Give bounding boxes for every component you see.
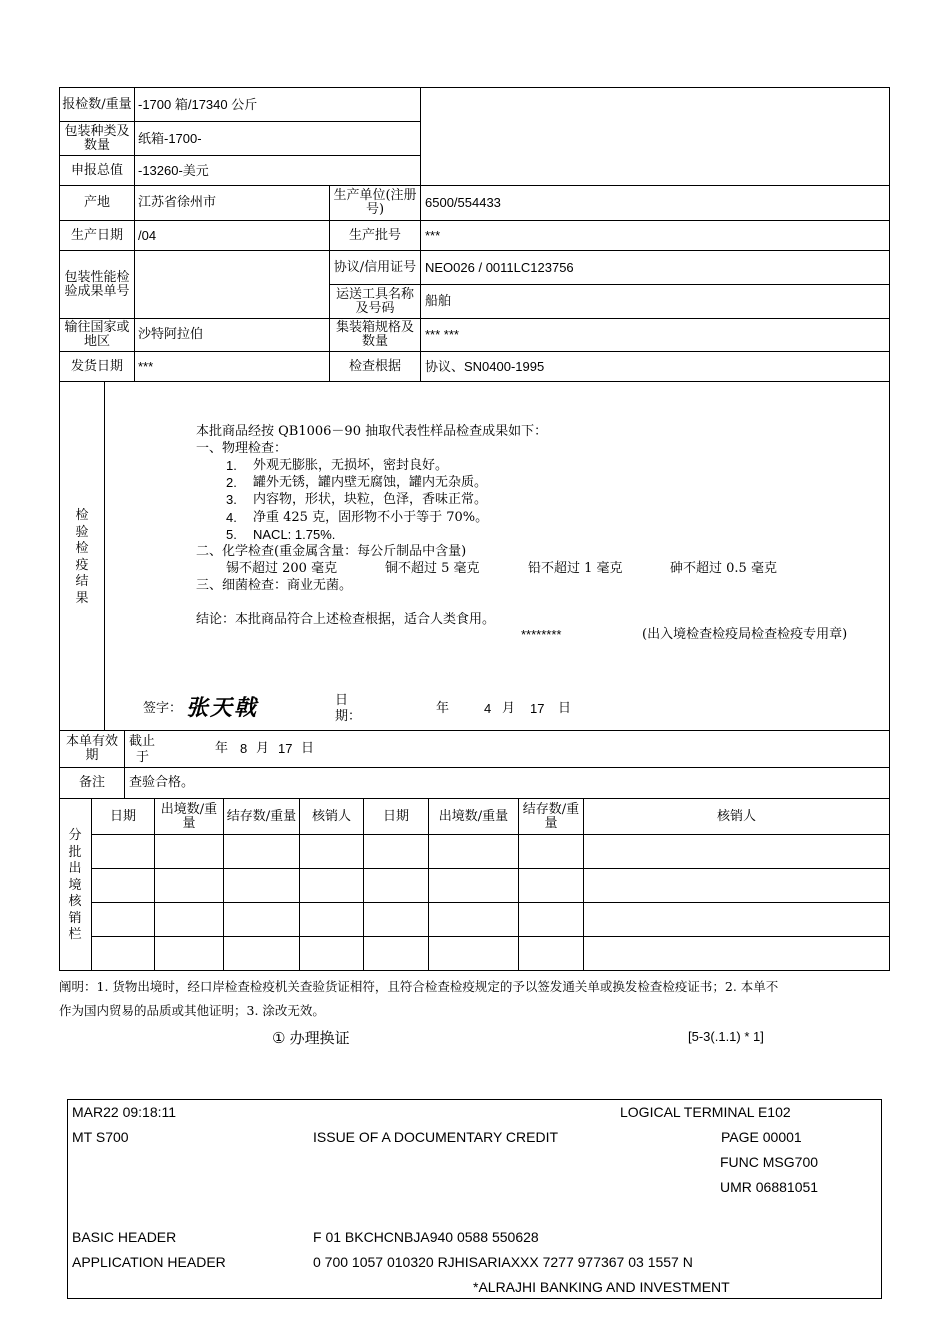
production-date-label: 生产日期 bbox=[70, 227, 123, 243]
date-label-bottom: 期： bbox=[335, 709, 362, 724]
declared-value-label: 申报总值 bbox=[70, 162, 123, 178]
batch-number-label: 生产批号 bbox=[348, 227, 401, 243]
remark-value: 查验合格。 bbox=[129, 775, 195, 790]
sign-label: 签字： bbox=[143, 701, 183, 716]
swift-time: MAR22 09:18:11 bbox=[72, 1104, 177, 1120]
origin-label: 产地 bbox=[83, 195, 110, 210]
producer-label: 生产单位(注册号) bbox=[333, 188, 417, 217]
validity-until-bottom: 于 bbox=[136, 750, 150, 765]
note-line-2: 作为国内贸易的品质或其他证明；3. 涂改无效。 bbox=[59, 1003, 325, 1018]
ship-date-value: *** bbox=[138, 358, 154, 374]
transport-value: 船舶 bbox=[425, 293, 452, 309]
batch-number-value: *** bbox=[425, 227, 441, 243]
conclusion: 结论：本批商品符合上述检查根据，适合人类食用。 bbox=[196, 612, 496, 627]
swift-func: FUNC MSG700 bbox=[720, 1154, 819, 1170]
date-label-top: 日 bbox=[335, 693, 349, 708]
batch-side-label: 分批出境核销栏 bbox=[68, 828, 82, 942]
lc-number-value: NEO026 / 0011LC123756 bbox=[425, 259, 574, 275]
date-year: 年 bbox=[436, 701, 450, 716]
chem-lead: 铅不超过 1 毫克 bbox=[528, 561, 623, 576]
col-verifier-2: 核销人 bbox=[716, 808, 756, 824]
validity-until-top: 截止 bbox=[129, 734, 156, 749]
producer-value: 6500/554433 bbox=[425, 195, 501, 210]
swift-bank: *ALRAJHI BANKING AND INVESTMENT bbox=[473, 1279, 730, 1295]
note-line-1: 阐明：1. 货物出境时，经口岸检查检疫机关查验货证相符，且符合检查检疫规定的予以签发通关单或换发检查检疫证书；2. 本单不 bbox=[59, 979, 779, 994]
ship-date-label: 发货日期 bbox=[70, 358, 123, 374]
item-num: 5. bbox=[226, 527, 237, 542]
lc-number-label: 协议/信用证号 bbox=[333, 259, 417, 275]
quantity-value: -1700 箱/17340 公斤 bbox=[138, 96, 258, 112]
packaging-label: 包装种类及数量 bbox=[64, 123, 130, 153]
destination-label: 输往国家或地区 bbox=[64, 320, 130, 349]
declared-value: -13260-美元 bbox=[138, 162, 209, 178]
date-month-num: 4 bbox=[484, 701, 492, 716]
physical-title: 一、物理检查： bbox=[196, 441, 288, 456]
item-text: 净重 425 克，固形物不小于等于 70%。 bbox=[253, 510, 489, 525]
basis-label: 检查根据 bbox=[348, 358, 401, 374]
item-num: 3. bbox=[226, 492, 237, 507]
reference-code: [5-3(.1.1) * 1] bbox=[688, 1029, 764, 1044]
date-month: 月 bbox=[502, 701, 516, 716]
container-label: 集装箱规格及数量 bbox=[335, 320, 414, 349]
col-outbound-2: 出境数/重量 bbox=[438, 808, 509, 824]
swift-issue: ISSUE OF A DOCUMENTARY CREDIT bbox=[313, 1129, 559, 1145]
item-num: 2. bbox=[226, 475, 237, 490]
bacteria-check: 三、细菌检查：商业无菌。 bbox=[196, 578, 353, 593]
validity-day: 日 bbox=[301, 741, 315, 756]
stamp-stars: ******** bbox=[521, 627, 562, 642]
swift-basic-value: F 01 BKCHCNBJA940 0588 550628 bbox=[313, 1229, 539, 1245]
remark-label: 备注 bbox=[78, 775, 105, 790]
col-date: 日期 bbox=[109, 808, 136, 824]
chemical-title: 二、化学检查(重金属含量：每公斤制品中含量) bbox=[196, 544, 467, 559]
validity-month: 月 bbox=[256, 741, 270, 756]
col-date-2: 日期 bbox=[382, 808, 409, 824]
validity-day-num: 17 bbox=[278, 741, 293, 756]
item-text: NACL: 1.75%. bbox=[253, 527, 336, 542]
validity-month-num: 8 bbox=[240, 741, 248, 756]
item-num: 4. bbox=[226, 510, 237, 525]
result-intro: 本批商品经按 QB1006－90 抽取代表性样品检查成果如下： bbox=[196, 424, 548, 439]
transport-label: 运送工具名称及号码 bbox=[335, 286, 414, 316]
swift-basic-label: BASIC HEADER bbox=[72, 1229, 177, 1245]
container-value: *** *** bbox=[425, 327, 459, 342]
destination-value: 沙特阿拉伯 bbox=[138, 327, 204, 342]
col-balance-2: 结存数/重量 bbox=[522, 801, 580, 831]
col-balance: 结存数/重量 bbox=[226, 808, 297, 824]
validity-year: 年 bbox=[215, 741, 229, 756]
chem-arsenic: 砷不超过 0.5 毫克 bbox=[670, 561, 777, 576]
validity-label: 本单有效期 bbox=[65, 734, 118, 763]
swift-terminal: LOGICAL TERMINAL E102 bbox=[620, 1104, 791, 1120]
packaging-value: 纸箱-1700- bbox=[138, 130, 202, 146]
swift-app-value: 0 700 1057 010320 RJHISARIAXXX 7277 977367 03 1557 N bbox=[313, 1254, 693, 1270]
official-stamp: (出入境检查检疫局检查检疫专用章) bbox=[642, 627, 848, 642]
date-day-num: 17 bbox=[530, 701, 545, 716]
signature: 张天戟 bbox=[186, 695, 259, 721]
col-verifier: 核销人 bbox=[311, 808, 351, 824]
item-text: 外观无膨胀，无损坏，密封良好。 bbox=[253, 458, 449, 473]
item-text: 内容物，形状，块粒，色泽，香味正常。 bbox=[253, 492, 488, 507]
chem-tin: 锡不超过 200 毫克 bbox=[226, 561, 338, 576]
production-date-value: /04 bbox=[138, 227, 157, 243]
swift-app-label: APPLICATION HEADER bbox=[72, 1254, 226, 1270]
col-outbound: 出境数/重量 bbox=[160, 801, 218, 831]
package-test-label: 包装性能检验成果单号 bbox=[64, 269, 130, 299]
item-num: 1. bbox=[226, 458, 237, 473]
origin-value: 江苏省徐州市 bbox=[138, 195, 217, 210]
item-text: 罐外无锈，罐内壁无腐蚀，罐内无杂质。 bbox=[253, 475, 488, 490]
quantity-label: 报检数/重量 bbox=[62, 96, 132, 112]
swift-page: PAGE 00001 bbox=[721, 1129, 802, 1145]
basis-value: 协议、SN0400-1995 bbox=[425, 358, 545, 374]
result-side-label: 检验检疫结果 bbox=[75, 508, 89, 606]
swift-mt: MT S700 bbox=[72, 1129, 129, 1145]
date-day: 日 bbox=[558, 701, 572, 716]
swift-umr: UMR 06881051 bbox=[720, 1179, 819, 1195]
exchange-certificate: ① 办理换证 bbox=[272, 1030, 350, 1047]
chem-copper: 铜不超过 5 毫克 bbox=[385, 561, 480, 576]
